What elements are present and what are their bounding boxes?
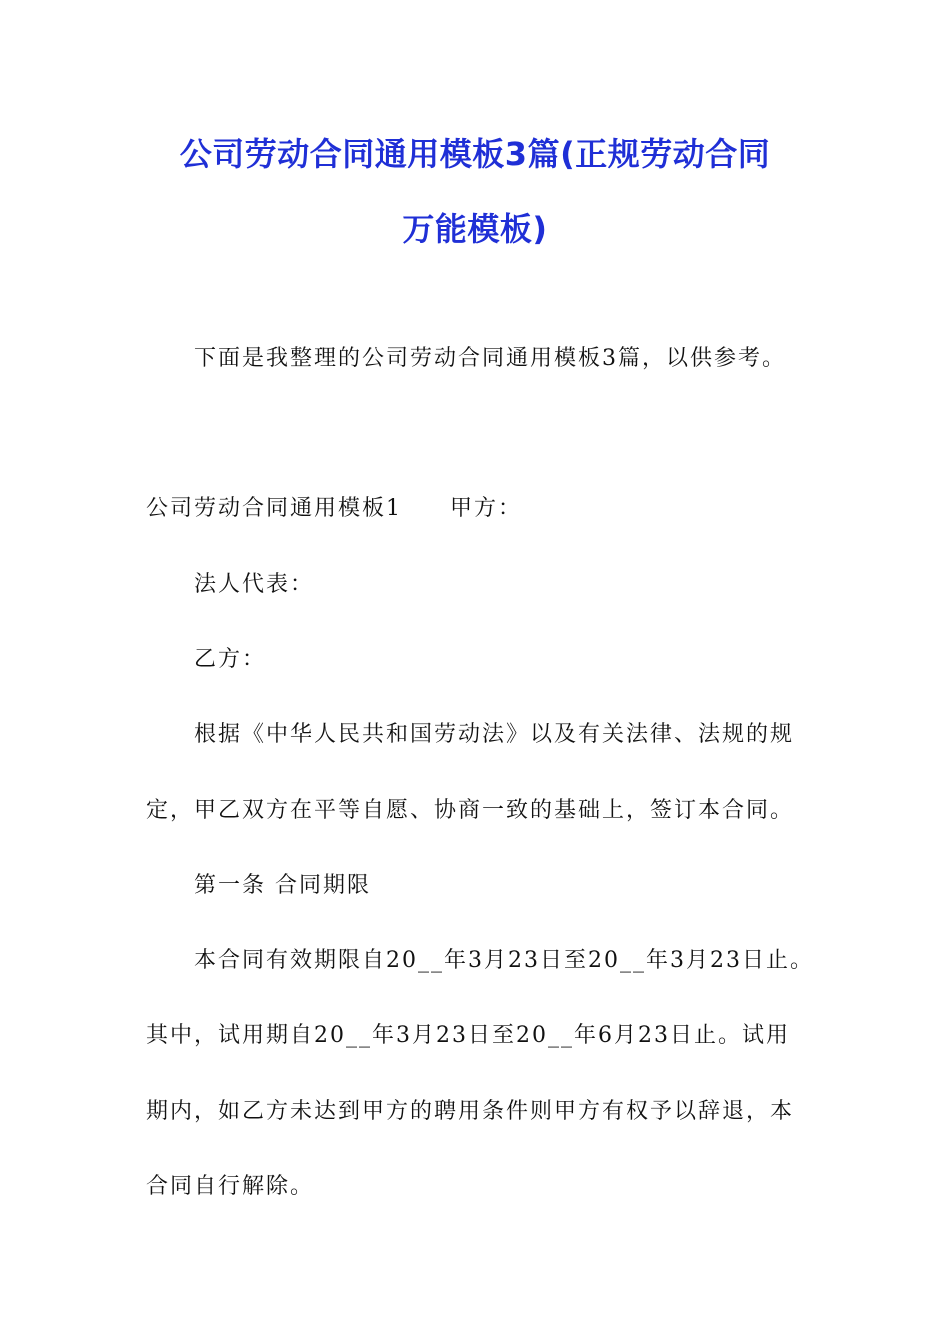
legal-representative-label: 法人代表： [194,572,315,597]
party-b-label: 乙方： [194,647,267,672]
section-heading-row [146,494,522,524]
basis-paragraph-line-2: 定，甲乙双方在平等自愿、协商一致的基础上，签订本合同。 [146,798,795,823]
article-1-line-1: 本合同有效期限自20__年3月23日至20__年3月23日止。 [194,948,814,973]
article-1-line-4: 合同自行解除。 [146,1174,315,1199]
intro-paragraph: 下面是我整理的公司劳动合同通用模板3篇，以供参考。 [194,346,786,371]
article-1-line-2: 其中，试用期自20__年3月23日至20__年6月23日止。试用 [146,1023,790,1048]
section-heading: 公司劳动合同通用模板1 [146,496,402,521]
basis-paragraph-line-1: 根据《中华人民共和国劳动法》以及有关法律、法规的规 [194,722,795,747]
document-title-line-2: 万能模板) [402,210,548,248]
party-a-label: 甲方： [450,496,523,521]
article-1-line-3: 期内，如乙方未达到甲方的聘用条件则甲方有权予以辞退，本 [146,1099,795,1124]
document-title-line-1: 公司劳动合同通用模板3篇(正规劳动合同 [179,135,771,173]
article-1-title: 第一条 合同期限 [194,873,371,898]
